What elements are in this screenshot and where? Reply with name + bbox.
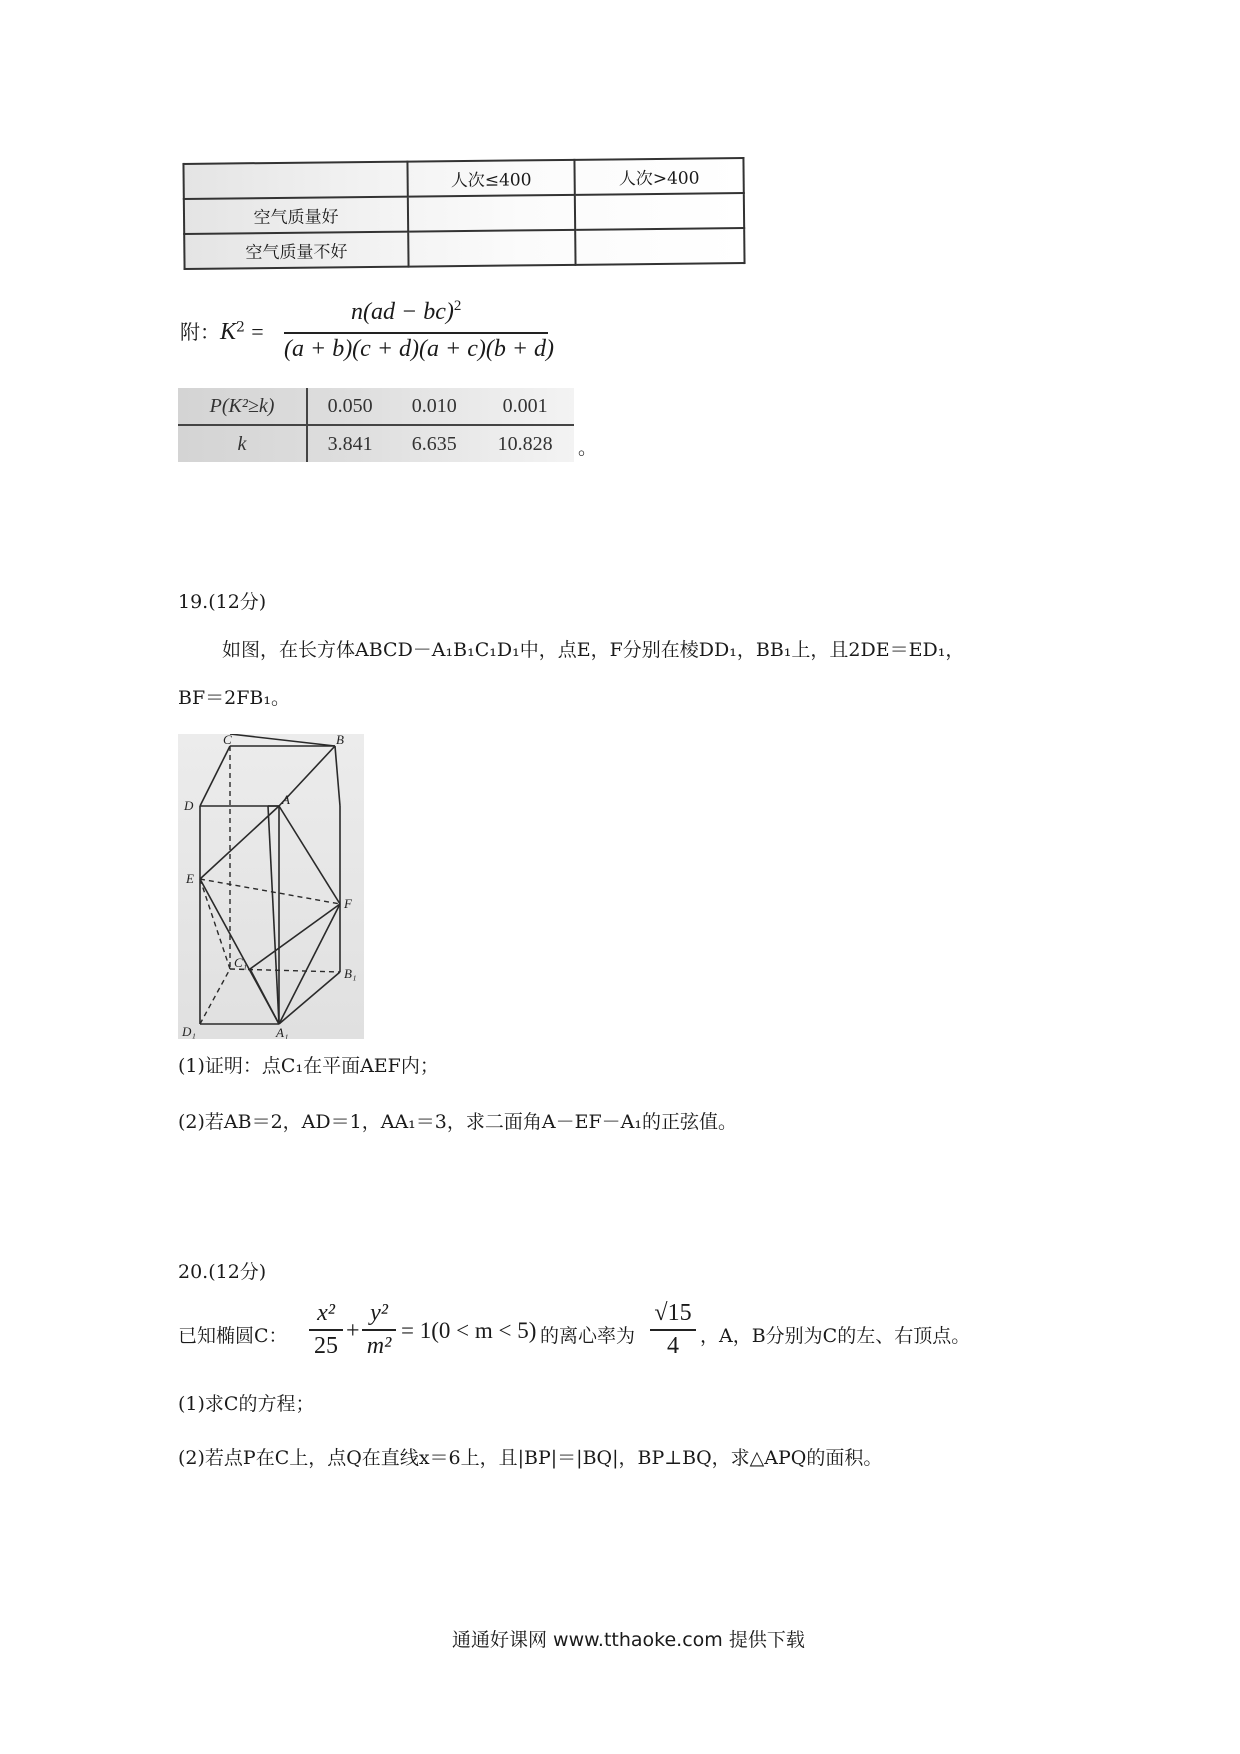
table-header-gt400: 人次>400	[574, 158, 743, 195]
fraction-y-num: y²	[370, 1300, 388, 1326]
label-c: C	[223, 734, 232, 747]
table-header-le400: 人次≤400	[407, 160, 574, 197]
q19-heading: 19.(12分)	[178, 591, 267, 613]
label-c1: C₁	[234, 955, 248, 970]
q19-part1: (1)证明：点C₁在平面AEF内；	[178, 1055, 439, 1077]
q20-heading: 20.(12分)	[178, 1261, 267, 1283]
formula-denominator: (a + b)(c + d)(a + c)(b + d)	[284, 336, 555, 362]
fraction-ecc	[650, 1300, 696, 1360]
table-cell	[575, 228, 744, 265]
label-b: B	[336, 734, 344, 747]
prob-value: 0.001	[476, 388, 574, 425]
q20-stem-prefix: 已知椭圆C：	[178, 1325, 288, 1347]
fraction-x-num: x²	[317, 1300, 335, 1326]
formula-numerator-exp: 2	[453, 298, 462, 314]
ellipse-condition: = 1(0 < m < 5)	[401, 1318, 537, 1343]
formula-numerator-text: n(ad − bc)	[351, 299, 454, 325]
label-a: A	[282, 792, 290, 807]
fraction-ecc-den: 4	[667, 1333, 679, 1359]
fraction-y-bar	[362, 1329, 396, 1331]
plus-sign: +	[346, 1318, 360, 1344]
table-header-empty	[183, 162, 407, 199]
fraction-y	[362, 1300, 396, 1360]
q20-stem-suffix: ，A，B分别为C的左、右顶点。	[700, 1325, 971, 1347]
prob-header: P(K²≥k)	[178, 388, 307, 425]
fraction-ecc-num: √15	[654, 1300, 692, 1326]
prob-value: 0.010	[392, 388, 476, 425]
formula-numerator	[351, 298, 461, 326]
label-d: D	[184, 798, 194, 813]
k-value: 6.635	[411, 432, 457, 455]
formula-k-exp: 2	[236, 319, 245, 336]
table-cell	[408, 195, 575, 232]
fraction-y-den: m²	[366, 1333, 392, 1359]
label-f: F	[344, 896, 352, 911]
q20-part1: (1)求C的方程；	[178, 1393, 315, 1415]
label-a1: A₁	[276, 1025, 289, 1039]
k-header: k	[178, 425, 307, 462]
label-e: E	[186, 871, 194, 886]
table-cell	[575, 193, 744, 230]
fraction-bar	[284, 332, 548, 334]
fraction-x-bar	[309, 1329, 343, 1331]
k-value: 3.841	[327, 432, 373, 455]
fraction-x	[309, 1300, 343, 1360]
q19-stem-line1: 如图，在长方体ABCD－A₁B₁C₁D₁中，点E，F分别在棱DD₁，BB₁上，且2DE＝ED₁，	[222, 639, 965, 661]
row-label-good: 空气质量好	[184, 197, 408, 234]
label-d1: D₁	[182, 1024, 196, 1039]
table-cell	[408, 230, 575, 267]
fraction-x-den: 25	[314, 1333, 338, 1359]
contingency-table	[182, 157, 745, 270]
prob-value: 0.050	[307, 388, 392, 425]
formula-k: K	[220, 319, 237, 345]
q20-part2: (2)若点P在C上，点Q在直线x＝6上，且|BP|＝|BQ|，BP⊥BQ，求△APQ的面积。	[178, 1447, 883, 1469]
fraction-ecc-bar	[650, 1329, 696, 1331]
q19-stem-line2: BF＝2FB₁。	[178, 687, 290, 709]
footer-source: 通通好课网 www.tthaoke.com 提供下载	[452, 1629, 805, 1651]
formula-lhs	[180, 316, 264, 346]
cuboid-figure	[178, 734, 364, 1039]
label-b1: B₁	[344, 966, 357, 981]
trailing-period: 。	[578, 437, 598, 459]
formula-prefix: 附：	[180, 320, 220, 344]
row-label-bad: 空气质量不好	[184, 232, 408, 269]
cuboid-diagram	[178, 734, 364, 1039]
critical-value-table	[178, 388, 574, 462]
k-value: 10.828	[497, 432, 553, 455]
ecc-text: 的离心率为	[540, 1325, 636, 1347]
formula-eq: =	[251, 319, 264, 344]
q19-part2: (2)若AB＝2，AD＝1，AA₁＝3，求二面角A－EF－A₁的正弦值。	[178, 1111, 737, 1133]
